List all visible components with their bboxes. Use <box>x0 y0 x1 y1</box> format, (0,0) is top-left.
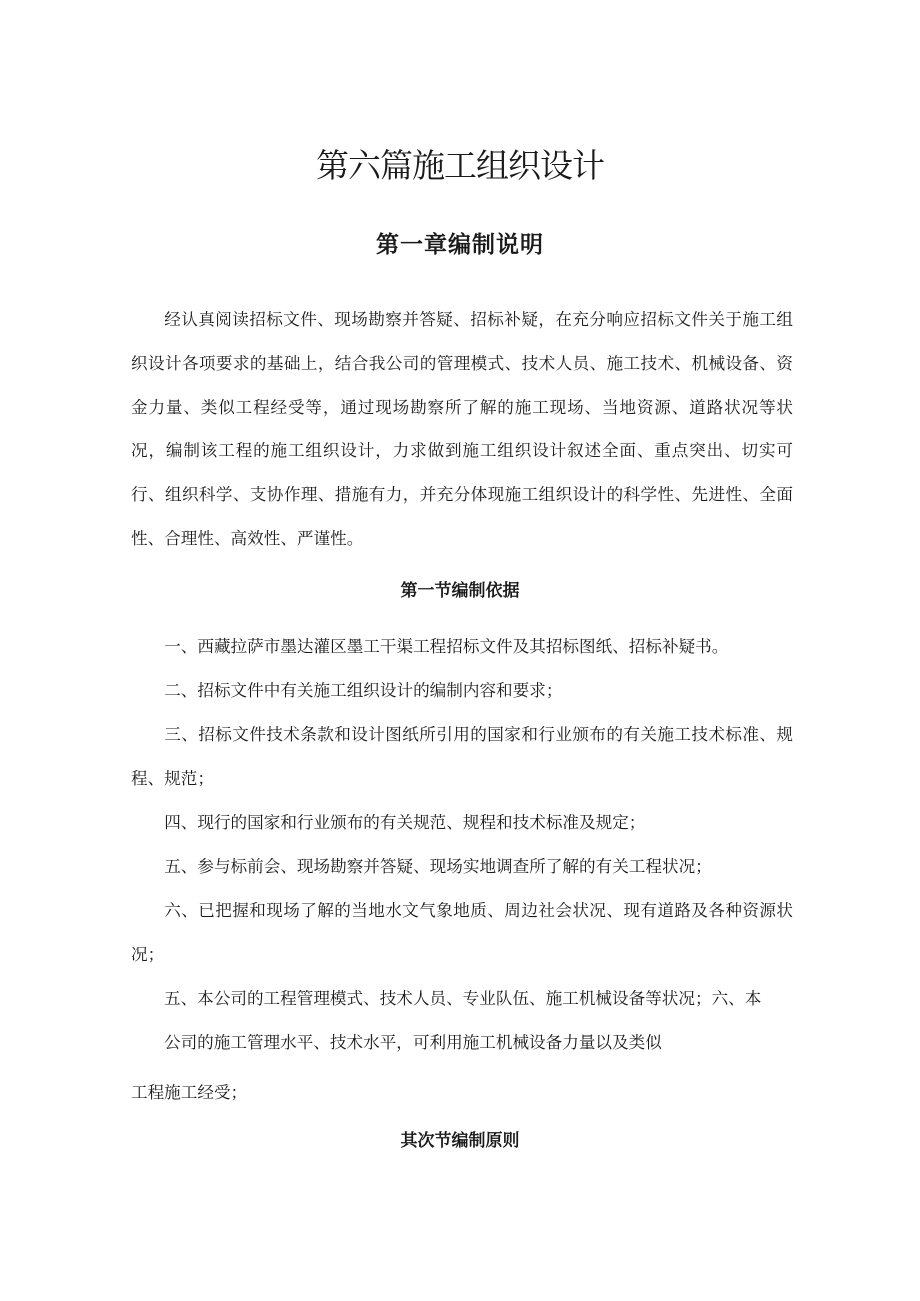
basis-item-6: 六、已把握和现场了解的当地水文气象地质、周边社会状况、现有道路及各种资源状况； <box>131 901 793 964</box>
basis-item-5: 五、参与标前会、现场勘察并答疑、现场实地调查所了解的有关工程状况； <box>164 857 712 876</box>
basis-item-1: 一、西藏拉萨市墨达灌区墨工干渠工程招标文件及其招标图纸、招标补疑书。 <box>164 637 729 656</box>
document-title: 第六篇施工组织设计 <box>316 146 604 185</box>
basis-item-2: 二、招标文件中有关施工组织设计的编制内容和要求； <box>164 681 563 700</box>
intro-paragraph: 经认真阅读招标文件、现场勘察并答疑、招标补疑，在充分响应招标文件关于施工组织设计各项要求的基础上，结合我公司的管理模式、技术人员、施工技术、机械设备、资金力量、类似工程经受等，通过现场勘察所了解的施工现场、当地资源、道路状况等状况，编制该工程的施工组织设计，力求做到施工组织设计叙述全面、重点突出、切实可行、组织科学、支协作理、措施有力，并充分体现施工组织设计的科学性、先进性、全面性、合理性、高效性、严谨性。 <box>131 310 793 548</box>
basis-item-3: 三、招标文件技术条款和设计图纸所引用的国家和行业颁布的有关施工技术标准、规程、规范； <box>131 725 793 788</box>
basis-item-7-line-1: 五、本公司的工程管理模式、技术人员、专业队伍、施工机械设备等状况；六、本 <box>164 989 762 1008</box>
basis-item-4: 四、现行的国家和行业颁布的有关规范、规程和技术标准及规定； <box>164 813 646 832</box>
basis-item-7-line-2: 公司的施工管理水平、技术水平，可利用施工机械设备力量以及类似 <box>164 1033 662 1052</box>
section-title-basis: 第一节编制依据 <box>400 581 520 601</box>
section-title-principles: 其次节编制原则 <box>400 1131 520 1151</box>
basis-item-7-line-3: 工程施工经受； <box>131 1083 248 1102</box>
chapter-title: 第一章编制说明 <box>376 231 544 258</box>
